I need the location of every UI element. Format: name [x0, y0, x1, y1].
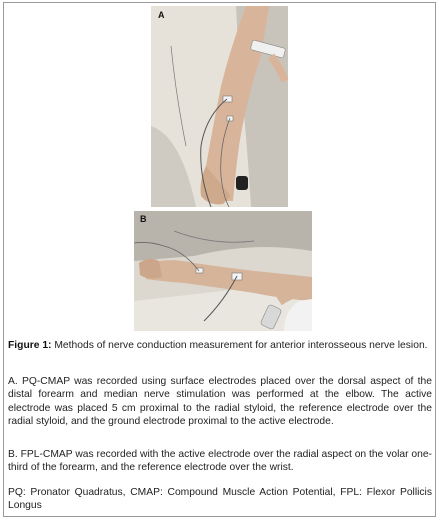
panel-a-description: A. PQ-CMAP was recorded using surface electrodes placed over the dorsal aspect of the distal forearm and median nerve stimulation was performed at the elbow. The active electrode was placed 5 cm proximal to the radial styloid, the reference electrode over the radial styloid, and the ground electrode proximal to the active electrode.: [8, 376, 432, 428]
photo-panel-a: [151, 6, 288, 207]
figure-label: Figure 1:: [8, 340, 52, 351]
photo-a-forearm-electrodes: [151, 6, 288, 207]
figure-caption: [8, 339, 432, 352]
photo-b-forearm-electrodes: [134, 211, 312, 331]
panel-b-letter: B: [140, 214, 147, 224]
photo-panel-b: [134, 211, 312, 331]
panel-a-letter: A: [158, 10, 165, 20]
abbreviations-note: PQ: Pronator Quadratus, CMAP: Compound Muscle Action Potential, FPL: Flexor Pollicis Longus: [8, 487, 432, 512]
panel-b-description: B. FPL-CMAP was recorded with the active electrode over the radial aspect on the volar one-third of the forearm, and the reference electrode over the wrist.: [8, 449, 432, 474]
figure-title: Methods of nerve conduction measurement for anterior interosseous nerve lesion.: [54, 340, 428, 351]
